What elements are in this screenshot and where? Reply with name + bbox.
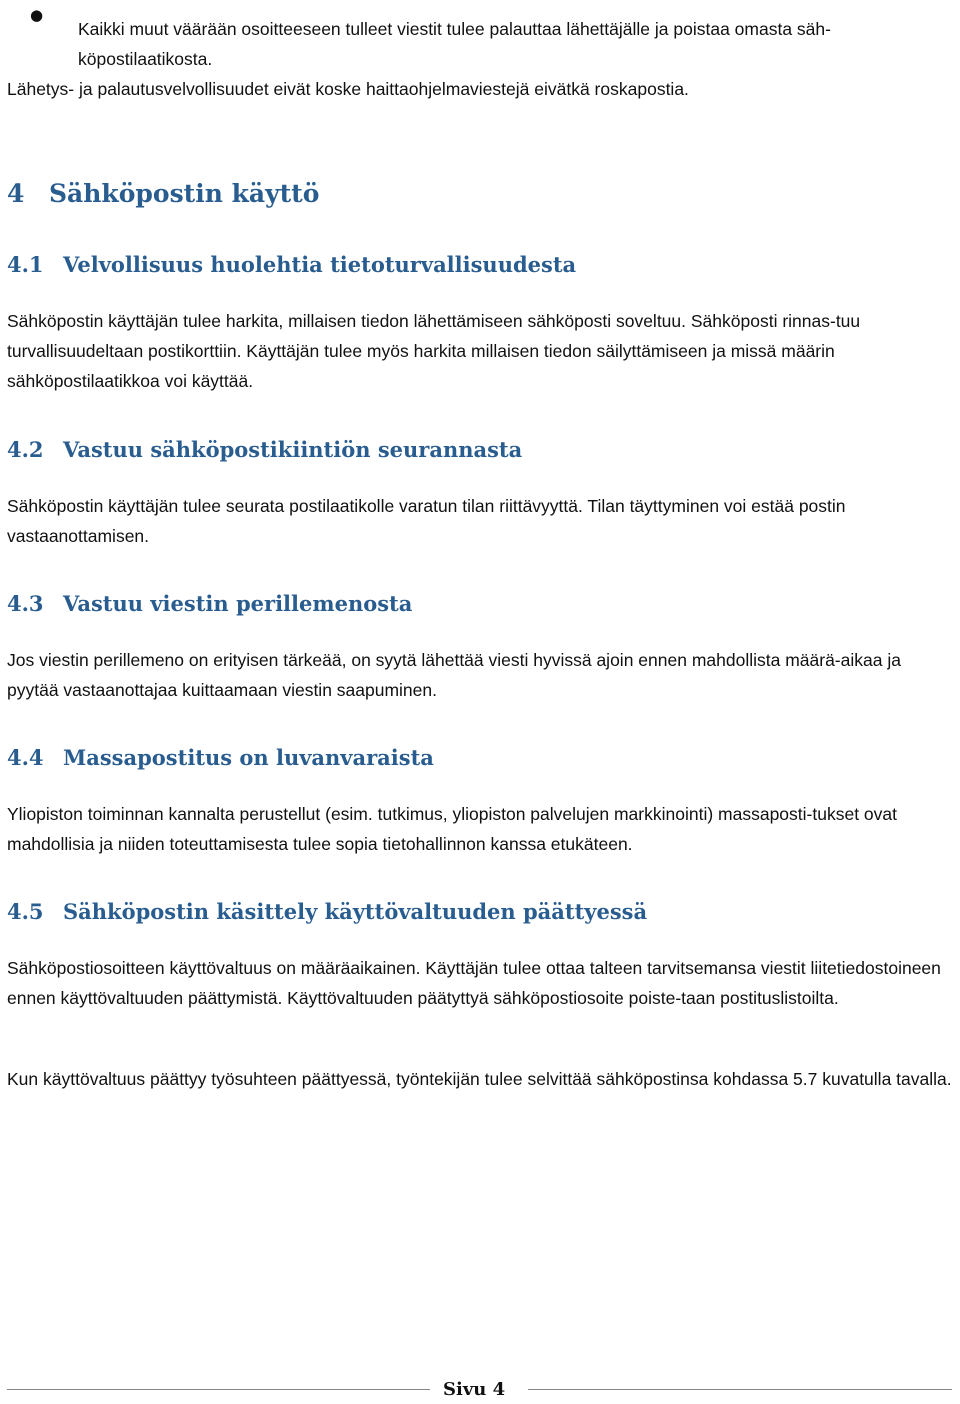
- section-title: Vastuu viestin perillemenosta: [63, 591, 413, 616]
- section-heading-4-5: [7, 897, 647, 927]
- footer-rule-left: [7, 1389, 430, 1390]
- section-4-5-paragraph-1: Sähköpostiosoitteen käyttövaltuus on määräaikainen. Käyttäjän tulee ottaa talteen tarvitsemansa viestit liitetiedostoineen ennen käyttövaltuuden päättymistä. Käyttövaltuuden päätyttyä sähköpostiosoite poiste-taan postituslistoilta.: [7, 958, 941, 1008]
- section-4-2-paragraph: Sähköpostin käyttäjän tulee seurata postilaatikolle varatun tilan riittävyyttä. Tilan täyttyminen voi estää postin vastaanottamisen.: [7, 496, 846, 546]
- chapter-number: 4: [7, 179, 25, 208]
- section-title: Sähköpostin käsittely käyttövaltuuden päättyessä: [63, 899, 648, 924]
- intro-paragraph: Lähetys- ja palautusvelvollisuudet eivät koske haittaohjelmaviestejä eivätkä roskapostia.: [7, 79, 689, 99]
- section-4-5-paragraph-2: Kun käyttövaltuus päättyy työsuhteen päättyessä, työntekijän tulee selvittää sähköpostinsa kohdassa 5.7 kuvatulla tavalla.: [7, 1069, 952, 1089]
- section-title: Vastuu sähköpostikiintiön seurannasta: [63, 437, 523, 462]
- page-footer: [0, 1376, 960, 1401]
- section-number: 4.1: [7, 252, 44, 277]
- section-4-4-paragraph: Yliopiston toiminnan kannalta perustellut (esim. tutkimus, yliopiston palvelujen markkinointi) massaposti-tukset ovat mahdollisia ja niiden toteuttamisesta tulee sopia tietohallinnon kanssa etukäteen.: [7, 804, 897, 854]
- bullet-icon: ●: [30, 6, 44, 24]
- chapter-heading: [7, 177, 319, 211]
- section-4-3-paragraph: Jos viestin perillemeno on erityisen tärkeää, on syytä lähettää viesti hyvissä ajoin ennen mahdollista määrä-aikaa ja pyytää vastaanottajaa kuittaamaan viestin saapuminen.: [7, 650, 901, 700]
- section-number: 4.4: [7, 745, 44, 770]
- section-title: Massapostitus on luvanvaraista: [63, 745, 434, 770]
- section-number: 4.5: [7, 899, 44, 924]
- section-heading-4-2: [7, 435, 522, 465]
- chapter-title: Sähköpostin käyttö: [49, 179, 320, 208]
- section-4-1-paragraph: Sähköpostin käyttäjän tulee harkita, millaisen tiedon lähettämiseen sähköposti soveltuu. Sähköposti rinnas-tuu turvallisuudeltaan postikorttiin. Käyttäjän tulee myös harkita millaisen tiedon säilyttämiseen ja missä määrin sähköpostilaatikkoa voi käyttää.: [7, 311, 861, 391]
- page-number: Sivu 4: [443, 1379, 506, 1400]
- section-heading-4-4: [7, 743, 434, 773]
- footer-rule-right: [528, 1389, 952, 1390]
- section-title: Velvollisuus huolehtia tietoturvallisuudesta: [63, 252, 577, 277]
- section-number: 4.2: [7, 437, 44, 462]
- bullet-text: Kaikki muut väärään osoitteeseen tulleet viestit tulee palauttaa lähettäjälle ja poistaa omasta säh-köpostilaatikosta.: [78, 18, 831, 69]
- section-number: 4.3: [7, 591, 44, 616]
- section-heading-4-1: [7, 250, 576, 280]
- section-heading-4-3: [7, 589, 412, 619]
